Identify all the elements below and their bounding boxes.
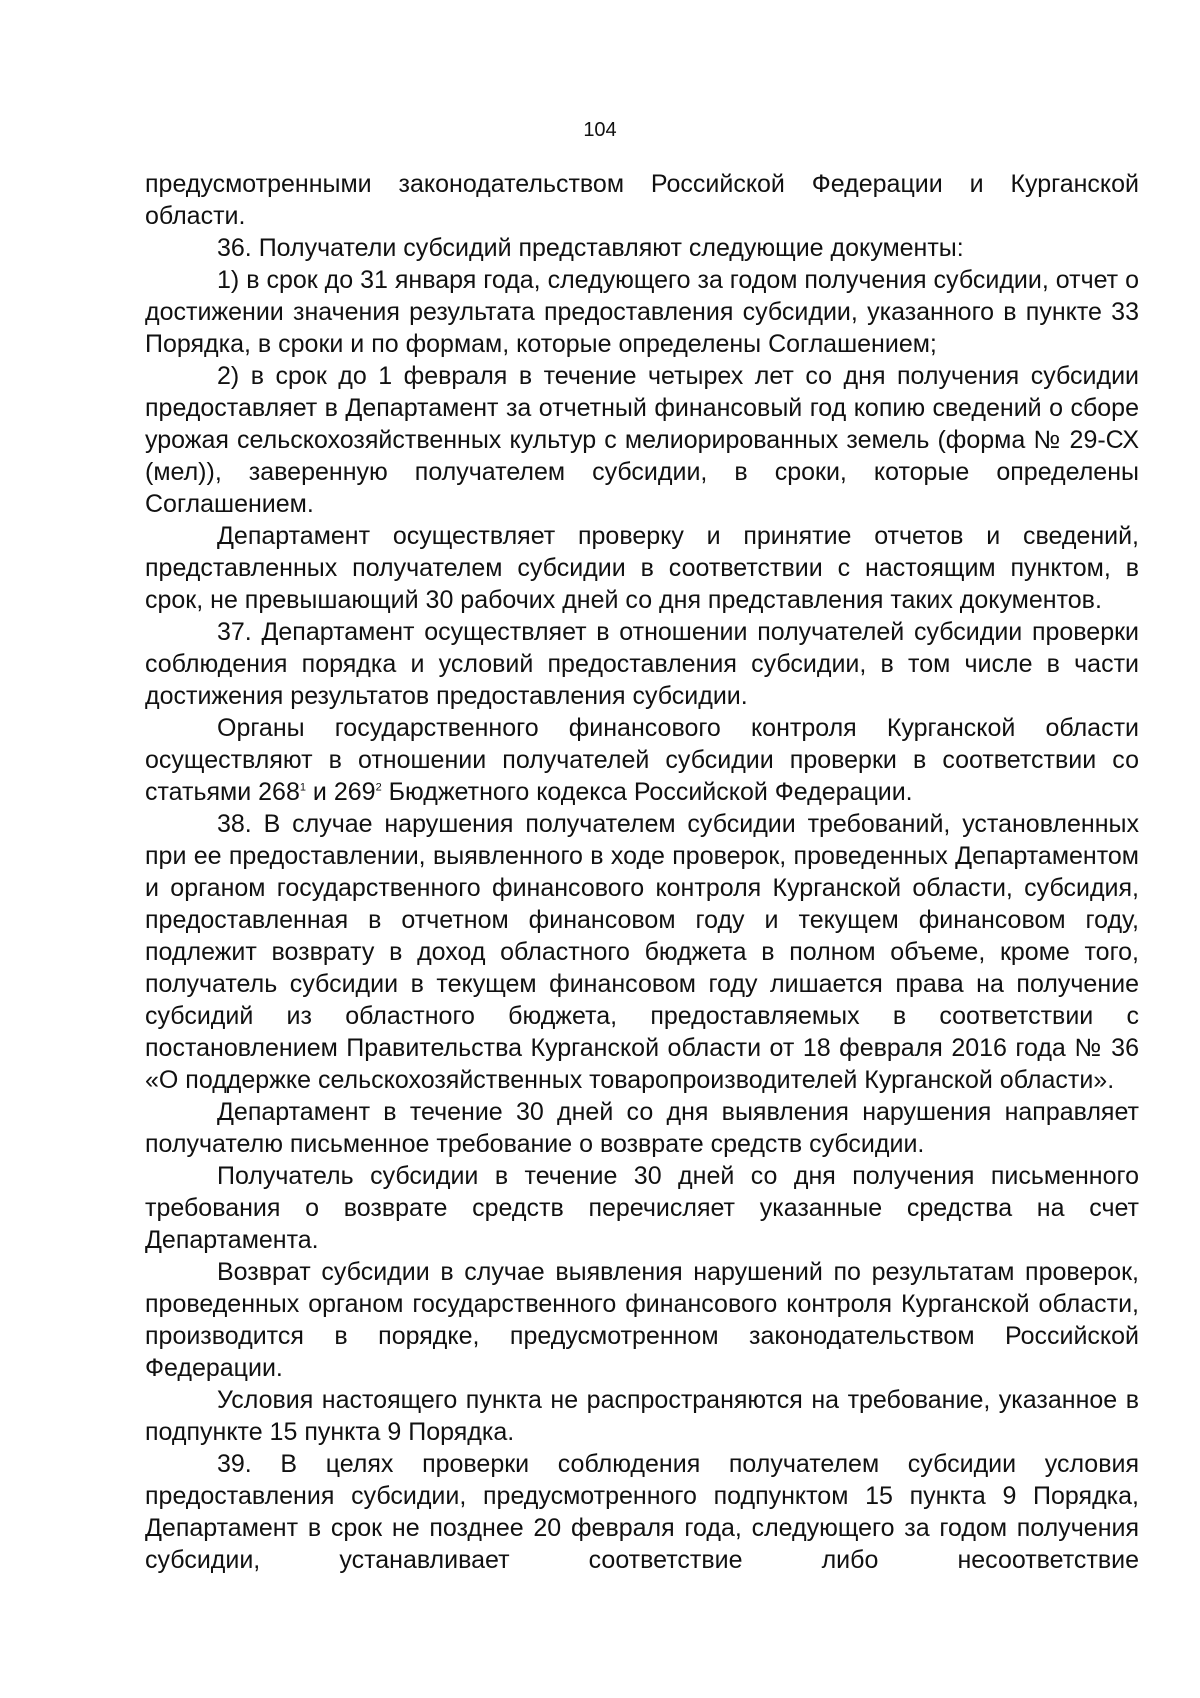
- paragraph-item-36: 36. Получатели субсидий представляют следующие документы:: [217, 234, 964, 262]
- paragraph-refund: Получатель субсидии в течение 30 дней со дня получения письменного требования о возврате средств перечисляет указанные средства на счет Департамента.: [145, 1162, 1139, 1254]
- paragraph-item-37: 37. Департамент осуществляет в отношении получателей субсидии проверки соблюдения порядка и условий предоставления субсидии, в том числе в части достижения результатов предоставления субсидии.: [145, 618, 1139, 710]
- paragraph-subitem-1: 1) в срок до 31 января года, следующего за годом получения субсидии, отчет о достижении значения результата предоставления субсидии, указанного в пункте 33 Порядка, в сроки и по формам, которые определены Соглашением;: [145, 266, 1139, 358]
- paragraph-refund-procedure: Возврат субсидии в случае выявления нарушений по результатам проверок, проведенных органом государственного финансового контроля Курганской области, производится в порядке, предусмотренном законодательством Российской Федерации.: [145, 1258, 1139, 1382]
- text-segment: Бюджетного кодекса Российской Федерации.: [381, 778, 913, 806]
- paragraph-item-39: 39. В целях проверки соблюдения получателем субсидии условия предоставления субсидии, предусмотренного подпунктом 15 пункта 9 Порядка, Департамент в срок не позднее 20 февраля года, следующего за годом получения субсидии, устанавливает соответствие либо несоответствие: [145, 1450, 1139, 1574]
- paragraph-control-bodies: [145, 712, 1139, 808]
- paragraph-item-38: 38. В случае нарушения получателем субсидии требований, установленных при ее предоставлении, выявленного в ходе проверок, проведенных Департаментом и органом государственного финансового контроля Курганской области, субсидия, предоставленная в отчетном финансовом году и текущем финансовом году, подлежит возврату в доход областного бюджета в полном объеме, кроме того, получатель субсидии в текущем финансовом году лишается права на получение субсидий из областного бюджета, предоставляемых в соответствии с постановлением Правительства Курганской области от 18 февраля 2016 года № 36 «О поддержке сельскохозяйственных товаропроизводителей Курганской области».: [145, 810, 1139, 1094]
- paragraph-exception: Условия настоящего пункта не распространяются на требование, указанное в подпункте 15 пункта 9 Порядка.: [145, 1386, 1139, 1446]
- superscript: 2: [375, 781, 382, 794]
- page-number: 104: [583, 119, 617, 141]
- paragraph-notice: Департамент в течение 30 дней со дня выявления нарушения направляет получателю письменное требование о возврате средств субсидии.: [145, 1098, 1139, 1158]
- document-body: [145, 168, 1139, 1576]
- text-segment: Органы государственного финансового контроля Курганской области осуществляют в отношении получателей субсидии проверки в соответствии со статьями 268: [145, 714, 1139, 806]
- paragraph-continuation: предусмотренными законодательством Российской Федерации и Курганской области.: [145, 170, 1139, 230]
- text-segment: и 269: [305, 778, 376, 806]
- paragraph-department-check: Департамент осуществляет проверку и принятие отчетов и сведений, представленных получателем субсидии в соответствии с настоящим пунктом, в срок, не превышающий 30 рабочих дней со дня представления таких документов.: [145, 522, 1139, 614]
- superscript: 1: [299, 781, 306, 794]
- paragraph-subitem-2: 2) в срок до 1 февраля в течение четырех лет со дня получения субсидии предоставляет в Департамент за отчетный финансовый год копию сведений о сборе урожая сельскохозяйственных культур с мелиорированных земель (форма № 29-СХ (мел)), заверенную получателем субсидии, в сроки, которые определены Соглашением.: [145, 362, 1139, 518]
